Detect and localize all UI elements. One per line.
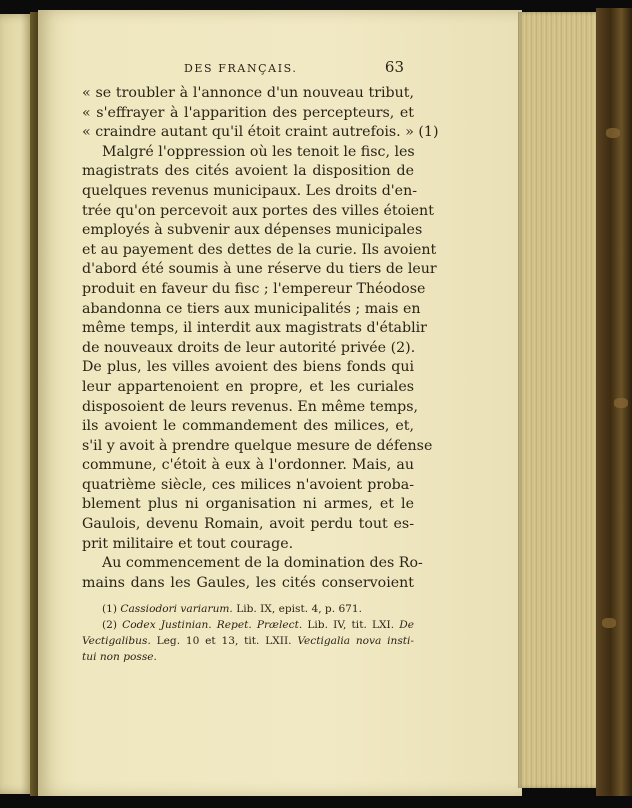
text-line: s'il y avoit à prendre quelque mesure de défense xyxy=(82,437,433,454)
text-line: trée qu'on percevoit aux portes des villes étoient xyxy=(82,202,434,219)
footnote-reference: Lib. IV, tit. LXI. xyxy=(307,619,395,632)
footnote-marker: (2) xyxy=(102,619,118,632)
footnote-marker: (1) xyxy=(102,603,118,616)
footnote-2 xyxy=(82,617,414,633)
cover-wear-mark xyxy=(602,618,616,628)
text-line: mains dans les Gaules, les cités conservoient xyxy=(82,574,414,591)
text-line: commune, c'étoit à eux à l'ordonner. Mais, au xyxy=(82,457,414,474)
text-line: magistrats des cités avoient la disposition de xyxy=(82,163,414,180)
footnote-reference: Leg. 10 et 13, tit. LXII. xyxy=(156,635,292,648)
footnote-2-end xyxy=(82,649,414,665)
footnote-2-continued xyxy=(82,633,414,649)
text-line: quatrième siècle, ces milices n'avoient proba- xyxy=(82,476,414,493)
page-header xyxy=(82,58,414,82)
footnote-1 xyxy=(82,601,414,617)
page-text-block xyxy=(82,58,439,665)
cover-wear-mark xyxy=(606,128,620,138)
text-line: « s'effrayer à l'apparition des percepteurs, et xyxy=(82,104,414,121)
text-line: blement plus ni organisation ni armes, et le xyxy=(82,496,414,513)
text-line: Gaulois, devenu Romain, avoit perdu tout es- xyxy=(82,516,414,533)
text-line: De plus, les villes avoient des biens fonds qui xyxy=(82,359,414,376)
text-line: de nouveaux droits de leur autorité privée (2). xyxy=(82,339,416,356)
footnote-title: De xyxy=(399,619,414,632)
left-page-edge xyxy=(0,14,34,794)
text-line: d'abord été soumis à une réserve du tiers de leur xyxy=(82,261,437,278)
text-line: quelques revenus municipaux. Les droits d'en- xyxy=(82,182,418,199)
footnotes xyxy=(82,601,414,665)
text-line: prit militaire et tout courage. xyxy=(82,535,294,552)
text-line: et au payement des dettes de la curie. Ils avoient xyxy=(82,241,437,258)
text-line: abandonna ce tiers aux municipalités ; mais en xyxy=(82,300,421,317)
text-line: produit en faveur du fisc ; l'empereur Théodose xyxy=(82,280,426,297)
footnote-quote: Vectigalia nova insti- xyxy=(297,635,415,648)
text-line: disposoient de leurs revenus. En même temps, xyxy=(82,398,419,415)
text-line: employés à subvenir aux dépenses municipales xyxy=(82,222,423,239)
footnote-reference: Lib. IX, epist. 4, p. 671. xyxy=(236,603,363,616)
page-number: 63 xyxy=(384,58,404,76)
footnote-source: Cassiodori variarum. xyxy=(120,603,233,616)
footnote-title: Vectigalibus. xyxy=(82,635,151,648)
text-line: même temps, il interdit aux magistrats d'établir xyxy=(82,320,427,337)
cover-wear-mark xyxy=(614,398,628,408)
body-text xyxy=(82,84,439,593)
text-line: Au commencement de la domination des Ro- xyxy=(102,555,423,572)
running-head: DES FRANÇAIS. xyxy=(184,62,298,75)
text-line: ils avoient le commandement des milices, et, xyxy=(82,418,414,435)
text-line: « se troubler à l'annonce d'un nouveau tribut, xyxy=(82,85,414,101)
text-line: Malgré l'oppression où les tenoit le fisc, les xyxy=(102,143,415,160)
page-fore-edge xyxy=(518,12,598,788)
text-line: leur appartenoient en propre, et les curiales xyxy=(82,378,414,395)
book-cover-edge xyxy=(596,8,632,796)
footnote-source: Codex Justinian. Repet. Prælect. xyxy=(122,619,303,632)
text-line: « craindre autant qu'il étoit craint autrefois. » (1) xyxy=(82,124,439,141)
footnote-quote: tui non posse. xyxy=(82,651,157,664)
